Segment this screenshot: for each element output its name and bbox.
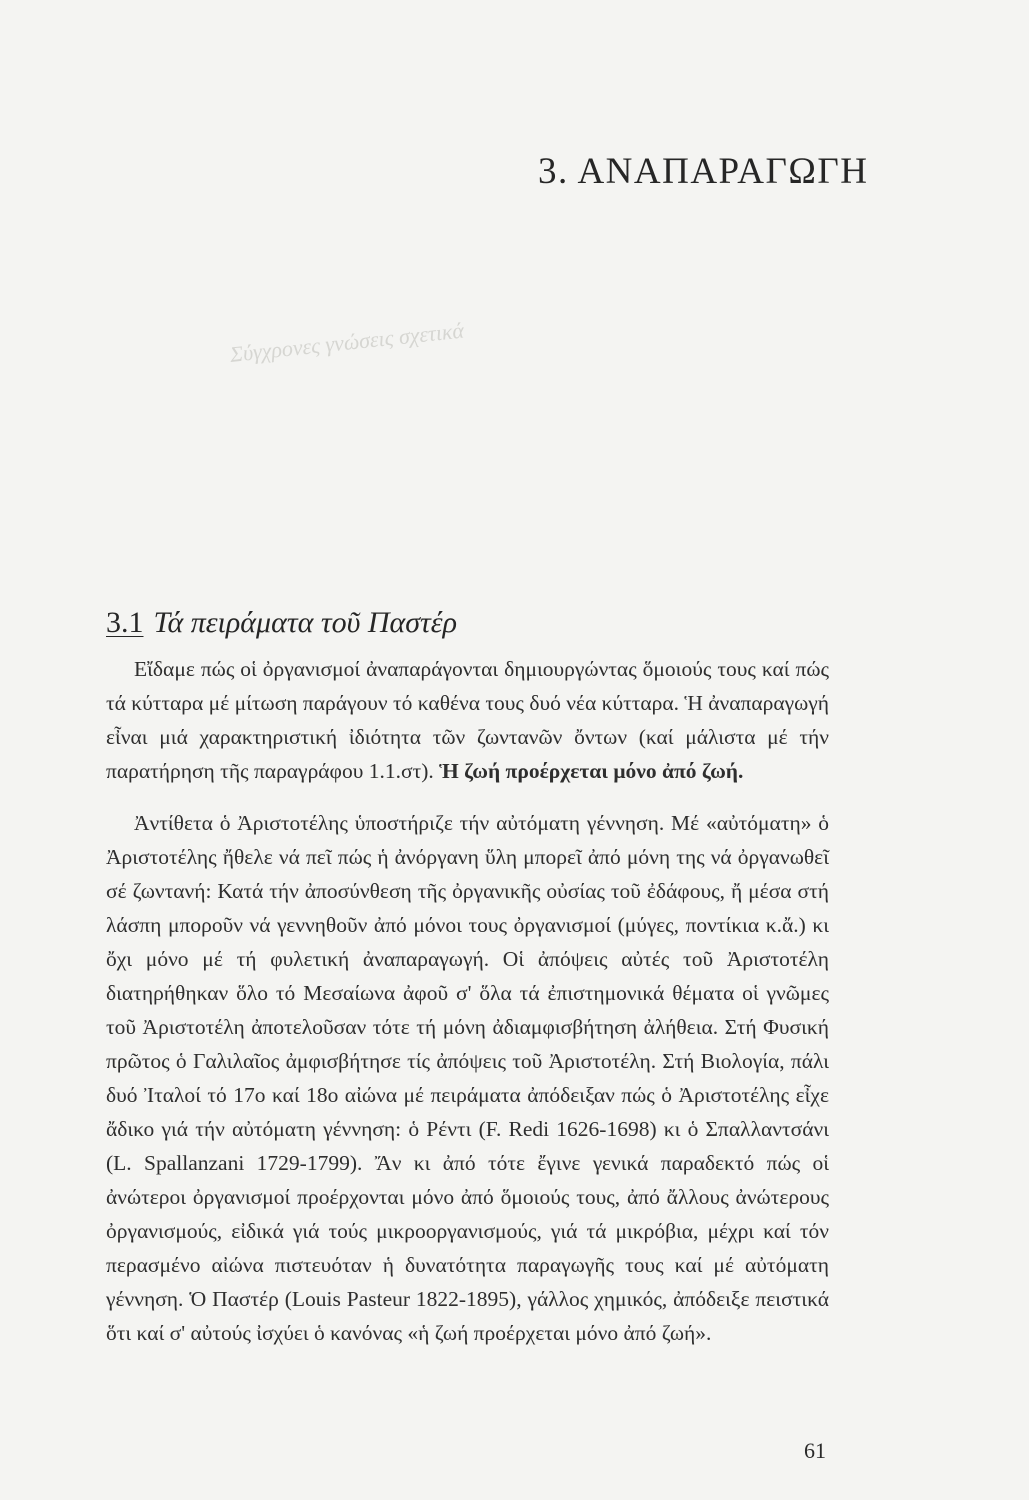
paragraph-2: Ἀντίθετα ὁ Ἀριστοτέλης ὑποστήριζε τήν αὐτόματη γέννηση. Μέ «αὐτόματη» ὁ Ἀριστοτέλης ἤθελε νά πεῖ πώς ἡ ἀνόργανη ὕλη μπορεῖ ἀπό μόνη της νά ὀργανωθεῖ σέ ζωντανή: Κατά τήν ἀποσύνθεση τῆς ὀργανικῆς οὐσίας τοῦ ἐδάφους, ἤ μέσα στή λάσπη μποροῦν νά γεννηθοῦν ἀπό μόνοι τους ὀργανισμοί (μύγες, ποντίκια κ.ἄ.) κι ὄχι μόνο μέ τή φυλετική ἀναπαραγωγή. Οἱ ἀπόψεις αὐτές τοῦ Ἀριστοτέλη διατηρήθηκαν ὅλο τό Μεσαίωνα ἀφοῦ σ' ὅλα τά ἐπιστημονικά θέματα οἱ γνῶμες τοῦ Ἀριστοτέλη ἀποτελοῦσαν τότε τή μόνη ἀδιαμφισβήτηση ἀλήθεια. Στή Φυσική πρῶτος ὁ Γαλιλαῖος ἀμφισβήτησε τίς ἀπόψεις τοῦ Ἀριστοτέλη. Στή Βιολογία, πάλι δυό Ἰταλοί τό 17ο καί 18ο αἰώνα μέ πειράματα ἀπόδειξαν πώς ὁ Ἀριστοτέλης εἶχε ἄδικο γιά τήν αὐτόματη γέννηση: ὁ Ρέντι (F. Redi 1626-1698) κι ὁ Σπαλλαντσάνι (L. Spallanzani 1729-1799). Ἄν κι ἀπό τότε ἔγινε γενικά παραδεκτό πώς οἱ ἀνώτεροι ὀργανισμοί προέρχονται μόνο ἀπό ὅμοιούς τους, ἀπό ἄλλους ἀνώτερους ὀργανισμούς, εἰδικά γιά τούς μικροοργανισμούς, γιά τά μικρόβια, μέχρι καί τόν περασμένο αἰώνα πιστευόταν ἡ δυνατότητα παραγωγῆς τους καί μέ αὐτόματη γέννηση. Ὁ Παστέρ (Louis Pasteur 1822-1895), γάλλος χημικός, ἀπόδειξε πειστικά ὅτι καί σ' αὐτούς ἰσχύει ὁ κανόνας «ἡ ζωή προέρχεται μόνο ἀπό ζωή». (106, 811, 829, 1345)
handwritten-pencil-note: Σύγχρονες γνώσεις σχετικά (228, 317, 466, 367)
page-number: 61 (804, 1438, 826, 1463)
section-number: 3.1 (106, 606, 144, 639)
section-heading (106, 606, 457, 640)
chapter-title: 3. ΑΝΑΠΑΡΑΓΩΓΗ (538, 151, 869, 192)
paragraph-1 (106, 652, 829, 788)
paragraph-1-text: Εἴδαμε πώς οἱ ὀργανισμοί ἀναπαράγονται δημιουργώντας ὅμοιούς τους καί πώς τά κύτταρα μέ μίτωση παράγουν τό καθένα τους δυό νέα κύτταρα. Ἡ ἀναπαραγωγή εἶναι μιά χαρακτηριστική ἰδιότητα τῶν ζωντανῶν ὄντων (καί μάλιστα μέ τήν παρατήρηση τῆς παραγράφου 1.1.στ). (106, 657, 829, 783)
section-title: Τά πειράματα τοῦ Παστέρ (153, 606, 458, 639)
paragraph-1-bold-statement: Ἡ ζωή προέρχεται μόνο ἀπό ζωή. (439, 759, 744, 783)
